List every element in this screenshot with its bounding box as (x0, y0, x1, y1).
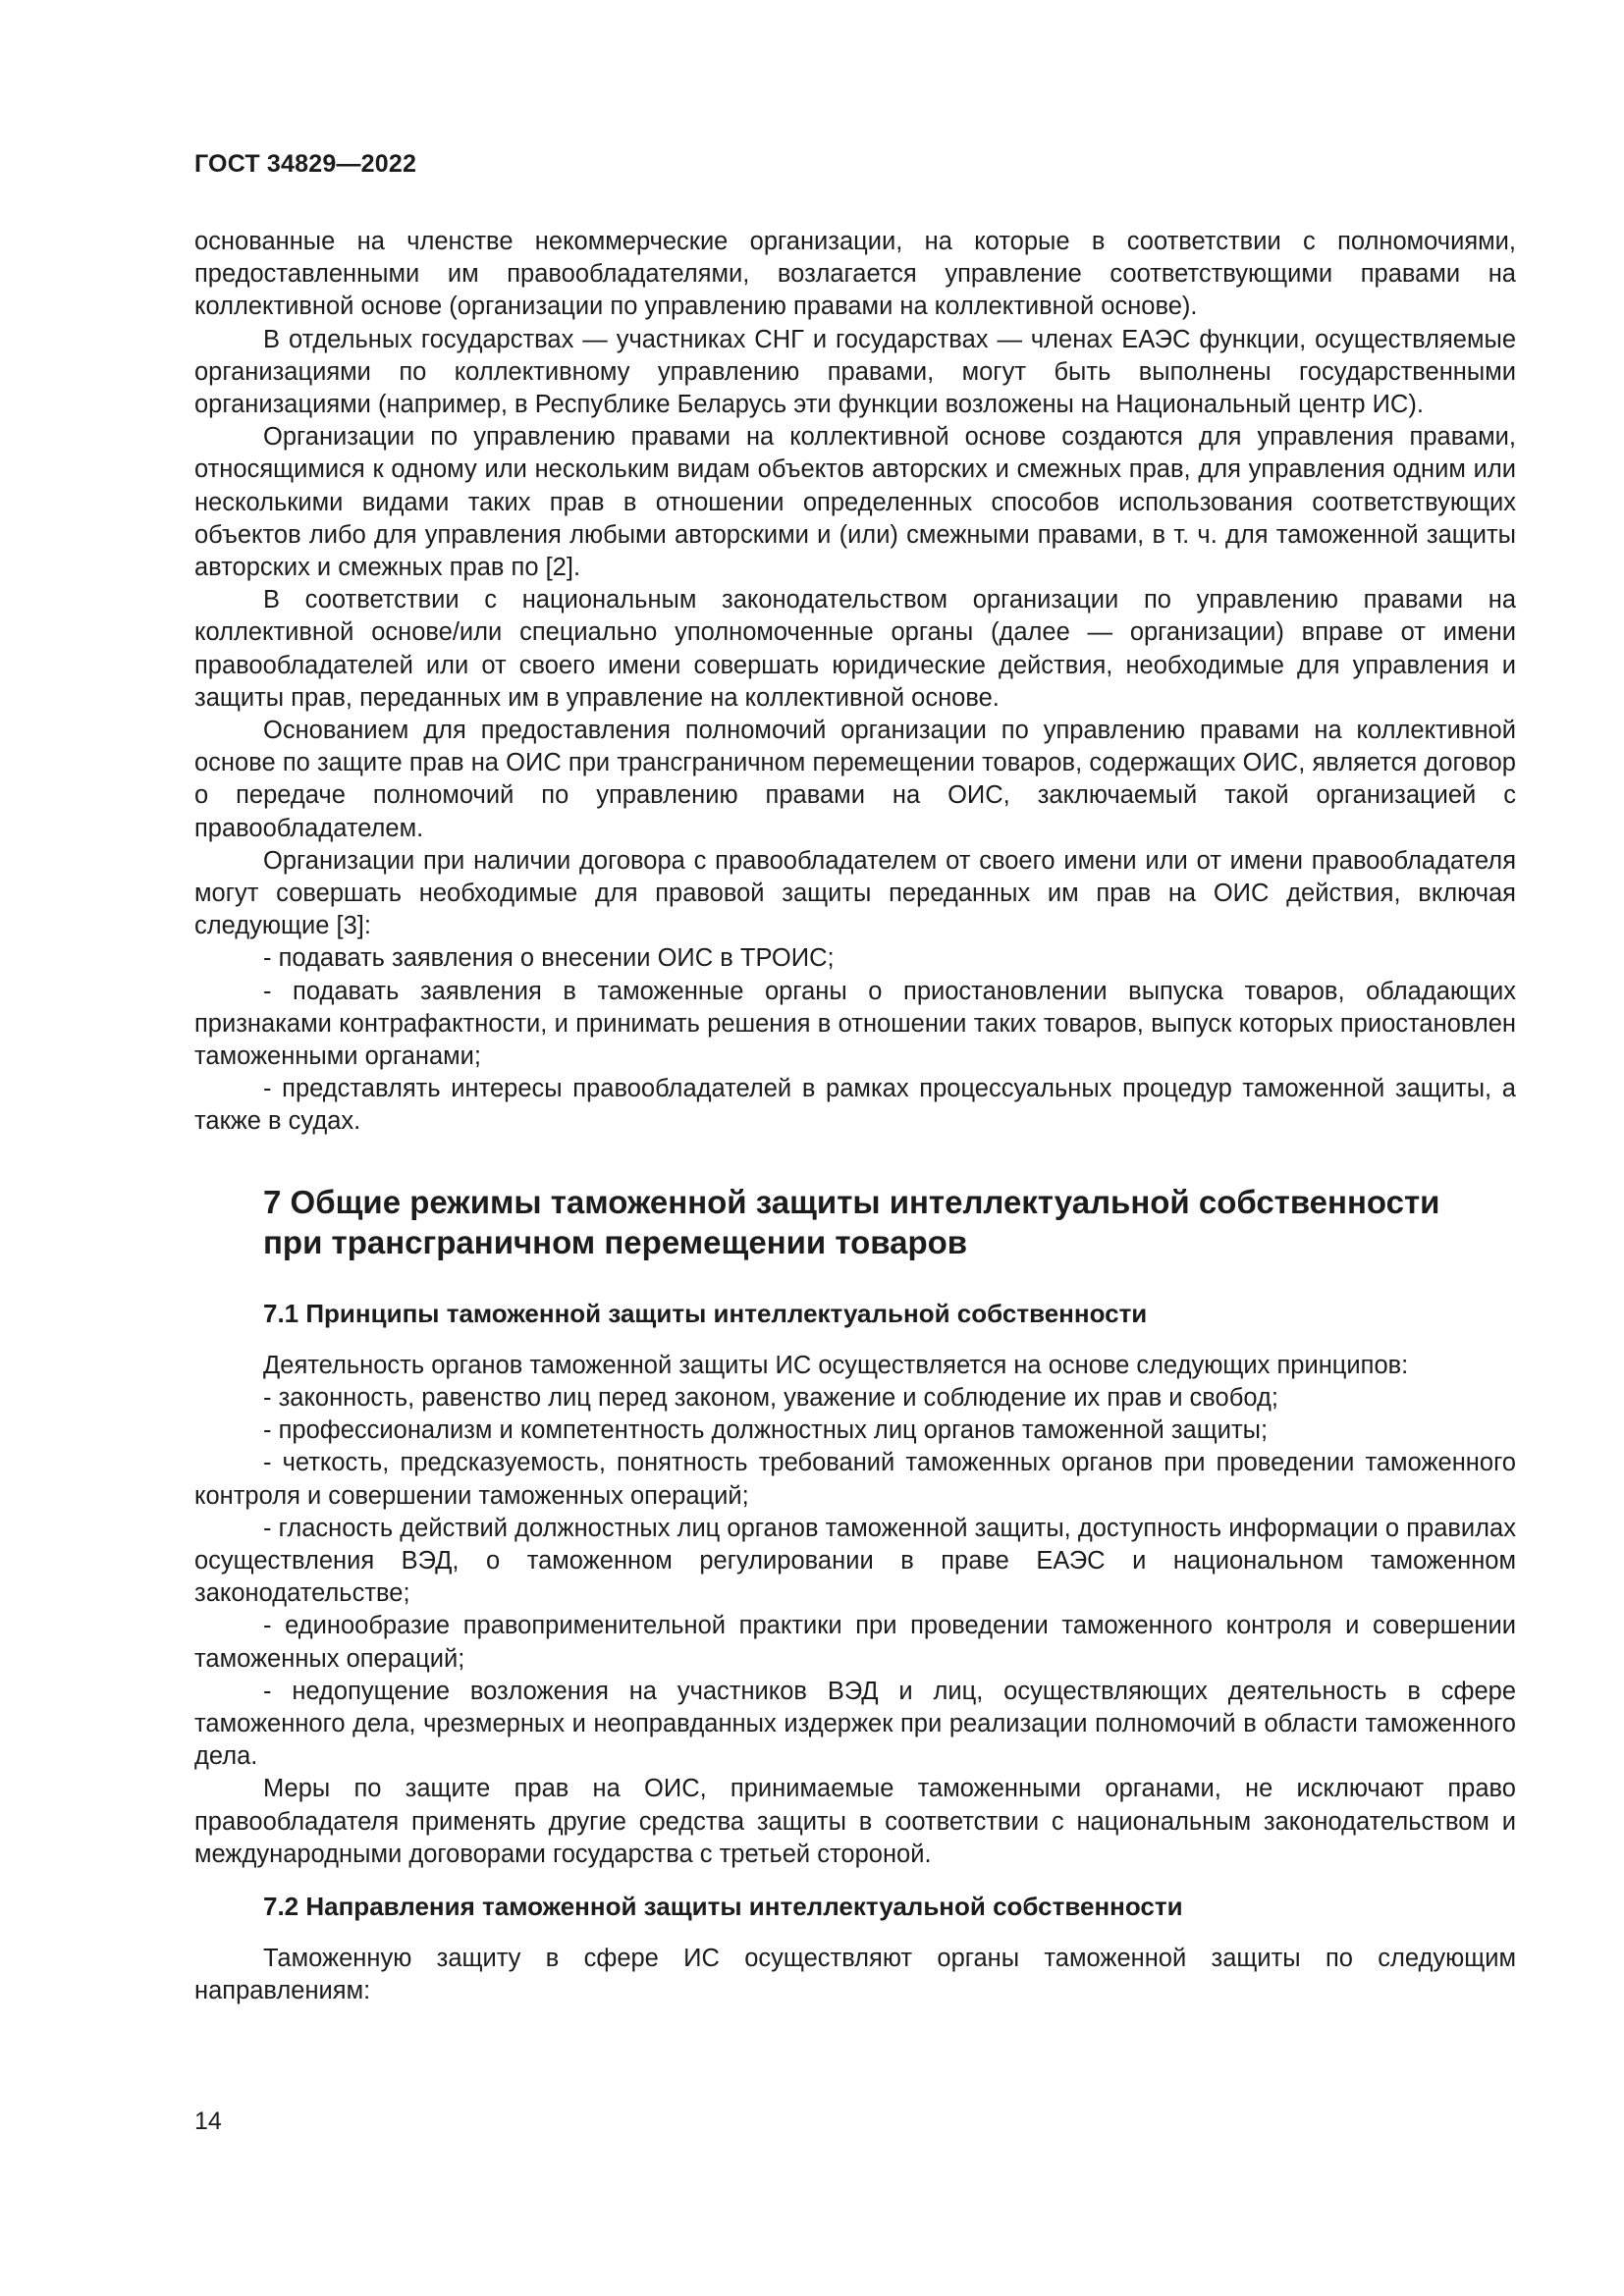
paragraph: Основанием для предоставления полномочий организации по управлению правами на коллективной основе по защите прав на ОИС при трансграничном перемещении товаров, содержащих ОИС, является договор о передаче полномочий по управлению правами на ОИС, заключаемый такой организацией с правообладателем. (194, 717, 1516, 842)
paragraph: Организации при наличии договора с правообладателем от своего имени или от имени правообладателя могут совершать необходимые для правовой защиты переданных им прав на ОИС действия, включая следующие [3]: (194, 846, 1516, 940)
section-7-1-heading: 7.1 Принципы таможенной защиты интеллектуальной собственности (263, 1298, 1148, 1328)
page-number: 14 (194, 2108, 222, 2135)
list-item: - законность, равенство лиц перед законом, уважение и соблюдение их прав и свобод; (263, 1383, 1278, 1412)
section-7-heading-line-1: 7 Общие режимы таможенной защиты интеллектуальной собственности (263, 1183, 1440, 1220)
list-item: - подавать заявления о внесении ОИС в ТРОИС; (263, 944, 835, 973)
section-7-heading-line-2: при трансграничном перемещении товаров (263, 1223, 968, 1260)
paragraph: Деятельность органов таможенной защиты ИС осуществляется на основе следующих принципов: (263, 1351, 1409, 1379)
paragraph: основанные на членстве некоммерческие организации, на которые в соответствии с полномочиями, предоставленными им правообладателями, возлагается управление соответствующими правами на коллективной основе (организации по управлению правами на коллективной основе). (194, 228, 1516, 321)
list-item: - единообразие правоприменительной практики при проведении таможенного контроля и совершении таможенных операций; (194, 1612, 1516, 1673)
list-item: - гласность действий должностных лиц органов таможенной защиты, доступность информации о правилах осуществления ВЭД, о таможенном регулировании в праве ЕАЭС и национальном таможенном законодательстве; (194, 1514, 1516, 1608)
section-7-heading (263, 1182, 1516, 1262)
list-item: - четкость, предсказуемость, понятность требований таможенных органов при проведении таможенного контроля и совершении таможенных операций; (194, 1449, 1516, 1510)
paragraph: Меры по защите прав на ОИС, принимаемые таможенными органами, не исключают право правообладателя применять другие средства защиты в соответствии с национальным законодательством и международными договорами государства с третьей стороной. (194, 1775, 1516, 1868)
paragraph: Организации по управлению правами на коллективной основе создаются для управления правами, относящимися к одному или нескольким видам объектов авторских и смежных прав, для управления одним или несколькими видами таких прав в отношении определенных способов использования соответствующих объектов либо для управления любыми авторскими и (или) смежными правами, в т. ч. для таможенной защиты авторских и смежных прав по [2]. (194, 423, 1516, 582)
paragraph: В соответствии с национальным законодательством организации по управлению правами на коллективной основе/или специально уполномоченные органы (далее — организации) вправе от имени правообладателей или от своего имени совершать юридические действия, необходимые для управления и защиты прав, переданных им в управление на коллективной основе. (194, 586, 1516, 712)
list-item: - недопущение возложения на участников ВЭД и лиц, осуществляющих деятельность в сфере таможенного дела, чрезмерных и неоправданных издержек при реализации полномочий в области таможенного дела. (194, 1677, 1516, 1771)
page-content (194, 226, 1516, 2007)
list-item: - подавать заявления в таможенные органы о приостановлении выпуска товаров, обладающих признаками контрафактности, и принимать решения в отношении таких товаров, выпуск которых приостановлен таможенными органами; (194, 977, 1516, 1071)
section-7-2-heading: 7.2 Направления таможенной защиты интеллектуальной собственности (263, 1891, 1183, 1921)
paragraph: Таможенную защиту в сфере ИС осуществляют органы таможенной защиты по следующим направлениям: (194, 1944, 1516, 2005)
paragraph: В отдельных государствах — участниках СНГ и государствах — членах ЕАЭС функции, осуществляемые организациями по коллективному управлению правами, могут быть выполнены государственными организациями (например, в Республике Беларусь эти функции возложены на Национальный центр ИС). (194, 325, 1516, 419)
document-header: ГОСТ 34829—2022 (194, 150, 417, 178)
list-item: - представлять интересы правообладателей в рамках процессуальных процедур таможенной защиты, а также в судах. (194, 1075, 1516, 1136)
list-item: - профессионализм и компетентность должностных лиц органов таможенной защиты; (263, 1416, 1269, 1445)
